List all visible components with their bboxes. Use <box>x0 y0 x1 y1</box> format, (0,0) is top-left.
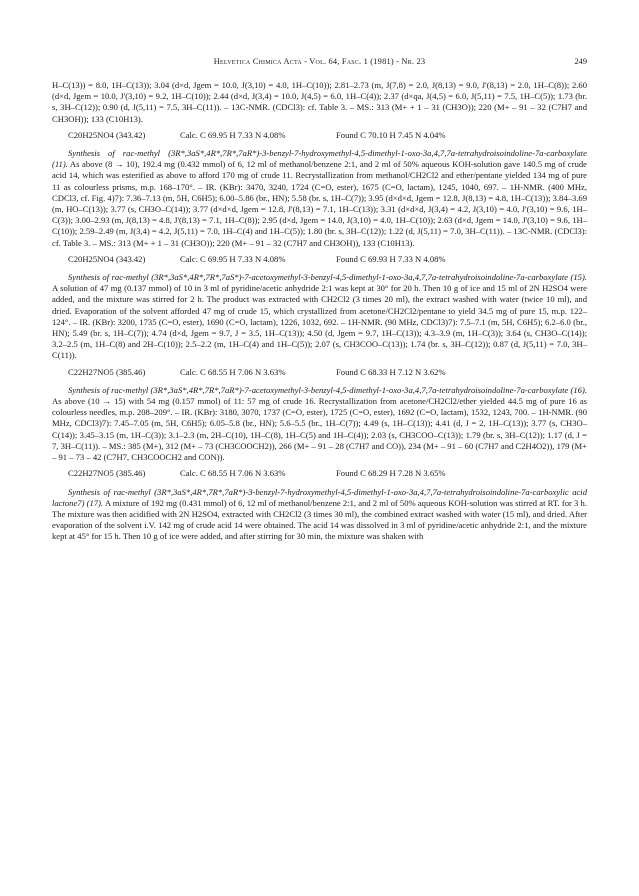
molecular-formula: C22H27NO5 (385.46) <box>68 468 146 479</box>
paragraph-body: A mixture of 192 mg (0.431 mmol) of 6, 12 ml of methanol/benzene 2:1, and 2 ml of 50% aqueous KOH-solution was stirred at RT. for 3 h. The mixture was then acidified with 2N H2SO4, extracted with CH2Cl2 (3 times 30 ml), the combined extract washed with water (15 ml), and dried. After evaporation of the solvent i.V. 142 mg of crude acid 14 were obtained. The acid 14 was dissolved in 3 ml of pyridine/acetic anhydride 2:1, and the mixture kept at 45° for 15 h. Then 10 g of ice were added, and after stirring for 30 min, the mixture was shaken with <box>52 497 587 542</box>
calculated-values: Calc. C 69.95 H 7.33 N 4.08% <box>180 253 286 264</box>
paragraph-body: As above (10 → 15) with 54 mg (0.157 mmol) of 11: 57 mg of crude 16. Recrystallization from acetone/CH2Cl2/ether yielded 44.5 mg of pure 16 as colourless needles, m.p. 208–209°. – IR. (KBr): 3180, 3070, 1737 (C=O, ester), 1725 (C=O, ester), 1692 (C=O, lactam), 1532, 1243, 700. – 1H-NMR. (90 MHz, CDCl3)7): 7.45–7.05 (m, 5H, C6H5); 6.05–5.8 (br., HN); 5.6–5.5 (br., 1H–C(7)); 4.49 (s, 1H–C(13)); 4.41 (d, J = 2, 1H–C(13)); 3.77 (s, CH3O–C(14)); 3.45–3.15 (m, 1H–C(3)); 3.1–2.3 (m, 2H–C(10), 1H–C(8), 1H–C(5) and 1H–C(4)); 2.03 (s, CH3COO–C(13)); 1.79 (br. s, 3H–C(12)); 1.17 (d, J = 7, 3H–C(11)). – MS.: 385 (M+), 312 (M+ – 73 (CH3COOCH2)), 266 (M+ – 91 – 28 (C7H7 and CO)), 234 (M+ – 91 – 60 (C7H7 and C2H4O2)), 179 (M+ – 91 – 73 – 42 (C7H7, CH3COOCH2 and CON)). <box>52 396 587 463</box>
found-values: Found C 68.33 H 7.12 N 3.62% <box>336 366 446 377</box>
paragraph-body: As above (8 → 10), 192.4 mg (0.432 mmol) of 6, 12 ml of methanol/benzene 2:1, and 2 ml of 50% aqueous KOH-solution gave 140.5 mg of crude acid 14, which was esterified as above to afford 170 mg of crude 11. Recrystallization from methanol/CH2Cl2 and ether/pentane yielded 134 mg of pure 11 as colourless prisms, m.p. 168–170°. – IR. (KBr): 3470, 3240, 1724 (C=O, ester), 1675 (C=O, lactam), 1245, 1040, 697. – 1H-NMR. (400 MHz, CDCl3, cf. Fig. 4)7): 7.36–7.13 (m, 5H, C6H5); 6.00–5.86 (br., HN); 5.58 (br. s, 1H–C(7)); 3.95 (d×d×d, Jgem = 12.8, J(8,13) = 4.8, 1H–C(13)); 3.84–3.69 (m, HO–C(13)); 3.77 (s, CH3O–C(14)); 3.77 (d×d×d, Jgem = 12.8, J'(8,13) = 7.1, 1H–C(13)); 3.31 (d×d×d, J(3,4) = 4.2, J(3,10) = 4.0, J'(3,10) = 9.6, 1H–C(3)); 3.00–2.93 (m, J(8,13) = 4.8, J'(8,13) = 7.1, 1H–C(8)); 2.95 (d×d, Jgem = 14.0, J(3,10) = 4.0, 1H–C(10)); 2.63 (d×d, Jgem = 14.0, J'(3,10) = 9.6, 1H–C(10)); 2.59–2.49 (m, J(3,4) = 4.2, J(5,11) = 7.0, 1H–C(4) and 1H–C(5)); 1.80 (br. s, 3H–C(12)); 1.22 (d, J(5,11) = 7.0, 3H–C(11)). – 13C-NMR. (CDCl3): cf. Table 3. – MS.: 313 (M+ + 1 – 31 (CH3O)); 220 (M+ – 91 – 32 (C7H7 and CH3OH)), 133 (C10H13). <box>52 159 587 248</box>
running-head <box>52 56 587 70</box>
paragraph-body: H–C(13)) = 8.0, 1H–C(13)); 3.04 (d×d, Jgem = 10.0, J(3,10) = 4.0, 1H–C(10)); 2.81–2.73 (m, J(7,8) = 2.0, J(8,13) = 9.0, J'(8,13) = 2.0, 1H–C(8)); 2.60 (d×d, Jgem = 10.0, J'(3,10) = 9.2, 1H–C(10)); 2.44 (d×d, J(3,4) = 10.0, J(4,5) = 6.0, 1H–C(4)); 2.37 (d×qa, J(4,5) = 6.0, J(5,11) = 7.5, 1H–C(5)); 1.73 (br. s, 3H–C(12)); 0.90 (d, J(5,11) = 7.5, 3H–C(11)). – 13C-NMR. (CDCl3): cf. Table 3. – MS.: 313 (M+ + 1 – 31 (CH3O)); 220 (M+ – 91 – 32 (C7H7 and CH3OH)); 133 (C10H13). <box>52 80 587 124</box>
synthesis-block-16 <box>52 385 587 480</box>
synthesis-block-11 <box>52 148 587 265</box>
elemental-analysis <box>52 367 587 378</box>
synthesis-title: Synthesis of rac-methyl (3R*,3aS*,4R*,7R*,7aS*)-7-acetoxymethyl-3-benzyl-4,5-dimethyl-1-oxo-3a,4,7,7a-tetrahydroisoindoline-7a-carboxylate (15). <box>68 272 587 283</box>
paragraph <box>52 148 587 249</box>
synthesis-title: Synthesis of rac-methyl (3R*,3aS*,4R*,7R*,7aR*)-3-benzyl-7-hydroxymethyl-4,5-dimethyl-1-oxo-3a,4,7,7a-tetrahydroisoindoline-7a-carboxylic acid lactone7) (17). <box>52 486 587 508</box>
journal-title: Helvetica Chimica Acta - Vol. 64, Fasc. 1 (1981) - Nr. 23 <box>213 57 426 66</box>
paragraph <box>52 80 587 125</box>
synthesis-title: Synthesis of rac-methyl (3R*,3aS*,4R*,7R*,7aR*)-3-benzyl-7-hydroxymethyl-4,5-dimethyl-1-oxo-3a,4,7,7a-tetrahydroisoindoline-7a-carboxylate (11). <box>52 148 587 170</box>
paragraph <box>52 272 587 362</box>
elemental-analysis <box>52 130 587 141</box>
synthesis-block-17 <box>52 487 587 543</box>
page-number: 249 <box>574 57 587 66</box>
synthesis-block-15 <box>52 272 587 378</box>
elemental-analysis <box>52 468 587 479</box>
continuation-block <box>52 80 587 141</box>
found-values: Found C 70.10 H 7.45 N 4.04% <box>336 129 446 140</box>
paragraph <box>52 385 587 463</box>
molecular-formula: C20H25NO4 (343.42) <box>68 253 146 264</box>
molecular-formula: C20H25NO4 (343.42) <box>68 129 146 140</box>
molecular-formula: C22H27NO5 (385.46) <box>68 366 146 377</box>
found-values: Found C 68.29 H 7.28 N 3.65% <box>336 468 446 479</box>
found-values: Found C 69.93 H 7.33 N 4.08% <box>336 253 446 264</box>
calculated-values: Calc. C 68.55 H 7.06 N 3.63% <box>180 366 286 377</box>
synthesis-title: Synthesis of rac-methyl (3R*,3aS*,4R*,7R*,7aR*)-7-acetoxymethyl-3-benzyl-4,5-dimethyl-1-oxo-3a,4,7,7a-tetrahydroisoindoline-7a-carboxylate (16). <box>68 384 587 395</box>
paragraph-body: A solution of 47 mg (0.137 mmol) of 10 in 3 ml of pyridine/acetic anhydride 2:1 was kept at 30° for 20 h. Then 10 g of ice and 15 ml of 2N H2SO4 were added, and the mixture was stirred for 2 h. The product was extracted with CH2Cl2 (3 times 20 ml), the extract washed with water (twice 10 ml), and dried. Evaporation of the solvent afforded 47 mg of crude 15, which crystallized from acetone/CH2Cl2/pentane to yield 34.5 mg of pure 15, m.p. 122–124°. – IR. (KBr): 3200, 1735 (C=O, ester), 1690 (C=O, lactam), 1226, 1032, 692. – 1H-NMR. (90 MHz, CDCl3)7): 7.5–7.1 (m, 5H, C6H5); 6.2–6.0 (br., HN); 5.49 (br. s, 1H–C(7)); 4.74 (d×d, Jgem = 9.7, J = 3.5, 1H–C(13)); 4.50 (d, Jgem = 9.7, 1H–C(13)); 4.3–3.9 (m, 1H–C(3)); 3.64 (s, CH3O–C(14)); 3.2–2.5 (m, 1H–C(8) and 2H–C(10)); 2.5–2.2 (m, 1H–C(4) and 1H–C(5)); 2.07 (s, CH3COO–C(13)); 1.74 (br. s, 3H–C(12)); 0.87 (d, J(5,11) = 7.0, 3H–C(11)). <box>52 283 587 361</box>
calculated-values: Calc. C 68.55 H 7.06 N 3.63% <box>180 468 286 479</box>
calculated-values: Calc. C 69.95 H 7.33 N 4.08% <box>180 129 286 140</box>
paragraph <box>52 487 587 543</box>
elemental-analysis <box>52 254 587 265</box>
